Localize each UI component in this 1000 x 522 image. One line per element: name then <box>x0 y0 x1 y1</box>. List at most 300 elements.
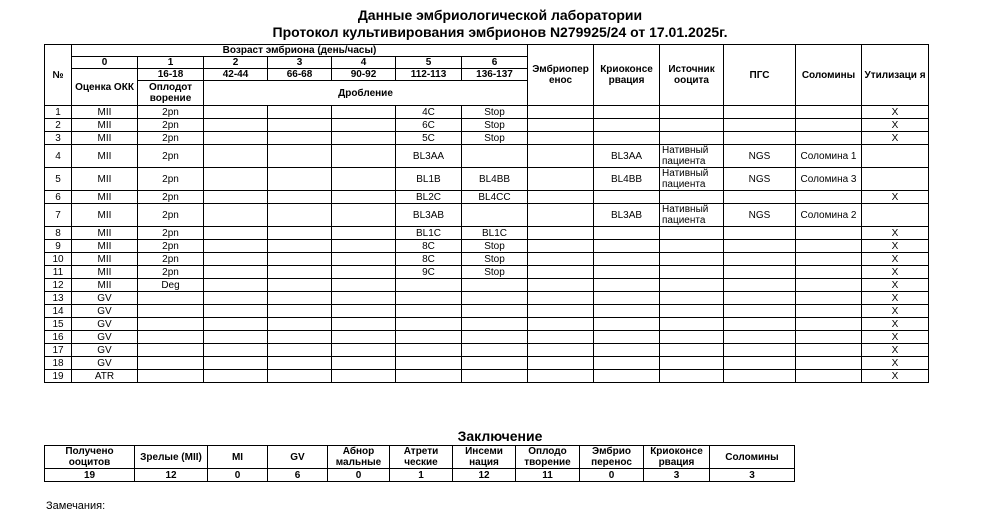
source-cell: Нативный пациента <box>660 168 724 191</box>
day3-cell <box>268 240 332 253</box>
day6-cell <box>462 204 528 227</box>
conclusion-header-mi: MI <box>208 446 268 469</box>
table-row <box>45 119 929 132</box>
straw-cell: Соломина 2 <box>796 204 862 227</box>
day4-cell <box>332 204 396 227</box>
day5-cell: 4C <box>396 106 462 119</box>
disposal-cell: X <box>862 292 929 305</box>
fertilization-cell <box>138 357 204 370</box>
day2-cell <box>204 191 268 204</box>
transfer-cell <box>528 227 594 240</box>
hours-label: 16-18 <box>138 69 204 81</box>
straw-cell <box>796 292 862 305</box>
cryo-cell: BL4BB <box>594 168 660 191</box>
cryo-cell <box>594 318 660 331</box>
hours-label: 136-137 <box>462 69 528 81</box>
conclusion-title: Заключение <box>457 428 543 444</box>
day2-cell <box>204 119 268 132</box>
table-row <box>45 191 929 204</box>
transfer-cell <box>528 168 594 191</box>
disposal-cell: X <box>862 370 929 383</box>
row-number: 15 <box>45 318 72 331</box>
day6-cell <box>462 145 528 168</box>
col-header-source: Источник ооцита <box>660 45 724 106</box>
day6-cell: BL1C <box>462 227 528 240</box>
day3-cell <box>268 344 332 357</box>
row-number: 3 <box>45 132 72 145</box>
row-number: 14 <box>45 305 72 318</box>
pgs-cell <box>724 370 796 383</box>
day2-cell <box>204 305 268 318</box>
source-cell <box>660 292 724 305</box>
okk-cell: MII <box>72 119 138 132</box>
conclusion-header-atretic: Атрети ческие <box>390 446 453 469</box>
table-row <box>45 227 929 240</box>
okk-cell: MII <box>72 132 138 145</box>
day3-cell <box>268 191 332 204</box>
col-header-pgs: ПГС <box>724 45 796 106</box>
day6-cell: BL4BB <box>462 168 528 191</box>
cryo-cell <box>594 370 660 383</box>
day4-cell <box>332 191 396 204</box>
pgs-cell <box>724 331 796 344</box>
row-number: 18 <box>45 357 72 370</box>
day-label: 2 <box>204 57 268 69</box>
day4-cell <box>332 370 396 383</box>
straw-cell <box>796 318 862 331</box>
transfer-cell <box>528 331 594 344</box>
okk-cell: GV <box>72 305 138 318</box>
transfer-cell <box>528 119 594 132</box>
day2-cell <box>204 227 268 240</box>
okk-cell: GV <box>72 344 138 357</box>
conclusion-value: 0 <box>580 469 644 482</box>
notes-label: Замечания: <box>46 500 106 512</box>
conclusion-header-straws: Соломины <box>710 446 795 469</box>
day2-cell <box>204 266 268 279</box>
fertilization-cell: 2pn <box>138 227 204 240</box>
table-row <box>45 132 929 145</box>
conclusion-value: 0 <box>328 469 390 482</box>
transfer-cell <box>528 145 594 168</box>
day5-cell <box>396 279 462 292</box>
straw-cell: Соломина 1 <box>796 145 862 168</box>
okk-cell: MII <box>72 106 138 119</box>
conclusion-header-transfer: Эмбрио перенос <box>580 446 644 469</box>
cryo-cell <box>594 253 660 266</box>
pgs-cell <box>724 266 796 279</box>
source-cell <box>660 370 724 383</box>
cryo-cell <box>594 191 660 204</box>
day6-cell <box>462 305 528 318</box>
cryo-cell <box>594 119 660 132</box>
day4-cell <box>332 357 396 370</box>
day5-cell <box>396 292 462 305</box>
straw-cell <box>796 132 862 145</box>
okk-cell: ATR <box>72 370 138 383</box>
day-label: 3 <box>268 57 332 69</box>
table-row <box>45 305 929 318</box>
day6-cell: Stop <box>462 266 528 279</box>
day6-cell: Stop <box>462 132 528 145</box>
row-number: 9 <box>45 240 72 253</box>
transfer-cell <box>528 132 594 145</box>
cryo-cell <box>594 266 660 279</box>
day-label: 1 <box>138 57 204 69</box>
row-number: 16 <box>45 331 72 344</box>
day4-cell <box>332 292 396 305</box>
pgs-cell <box>724 279 796 292</box>
fertilization-cell: 2pn <box>138 119 204 132</box>
table-row <box>45 204 929 227</box>
day6-cell <box>462 357 528 370</box>
day4-cell <box>332 253 396 266</box>
source-cell <box>660 227 724 240</box>
fertilization-cell <box>138 331 204 344</box>
day5-cell: BL3AA <box>396 145 462 168</box>
cryo-cell <box>594 279 660 292</box>
table-row <box>45 253 929 266</box>
pgs-cell <box>724 253 796 266</box>
day6-cell <box>462 370 528 383</box>
row-number: 17 <box>45 344 72 357</box>
day-label: 6 <box>462 57 528 69</box>
day2-cell <box>204 145 268 168</box>
embryo-rows <box>45 106 929 383</box>
straw-cell <box>796 106 862 119</box>
col-header-cryo: Криоконсе рвация <box>594 45 660 106</box>
row-number: 6 <box>45 191 72 204</box>
day2-cell <box>204 357 268 370</box>
table-row <box>45 292 929 305</box>
cryo-cell <box>594 357 660 370</box>
okk-cell: MII <box>72 204 138 227</box>
disposal-cell: X <box>862 331 929 344</box>
straw-cell: Соломина 3 <box>796 168 862 191</box>
hours-label: 90-92 <box>332 69 396 81</box>
pgs-cell <box>724 318 796 331</box>
day5-cell <box>396 344 462 357</box>
cryo-cell: BL3AA <box>594 145 660 168</box>
fertilization-cell <box>138 318 204 331</box>
source-cell <box>660 305 724 318</box>
col-header-straws: Соломины <box>796 45 862 106</box>
day3-cell <box>268 168 332 191</box>
cryo-cell <box>594 344 660 357</box>
okk-cell: MII <box>72 145 138 168</box>
day5-cell: BL1B <box>396 168 462 191</box>
col-header-cleavage: Дробление <box>204 81 528 106</box>
transfer-cell <box>528 266 594 279</box>
table-row <box>45 240 929 253</box>
pgs-cell <box>724 344 796 357</box>
cryo-cell <box>594 305 660 318</box>
day2-cell <box>204 370 268 383</box>
source-cell <box>660 318 724 331</box>
transfer-cell <box>528 344 594 357</box>
col-header-okk: Оценка ОКК <box>72 69 138 106</box>
fertilization-cell <box>138 305 204 318</box>
cryo-cell <box>594 331 660 344</box>
row-number: 1 <box>45 106 72 119</box>
day4-cell <box>332 266 396 279</box>
transfer-cell <box>528 357 594 370</box>
straw-cell <box>796 357 862 370</box>
conclusion-header-abnormal: Абнор мальные <box>328 446 390 469</box>
conclusion-header-gv: GV <box>268 446 328 469</box>
day5-cell: 5C <box>396 132 462 145</box>
fertilization-cell: Deg <box>138 279 204 292</box>
conclusion-value: 1 <box>390 469 453 482</box>
conclusion-header-insemination: Инсеми нация <box>453 446 516 469</box>
pgs-cell <box>724 119 796 132</box>
okk-cell: MII <box>72 168 138 191</box>
col-header-fertilization: Оплодот ворение <box>138 81 204 106</box>
source-cell: Нативный пациента <box>660 145 724 168</box>
day5-cell: 6C <box>396 119 462 132</box>
disposal-cell: X <box>862 227 929 240</box>
transfer-cell <box>528 191 594 204</box>
day2-cell <box>204 253 268 266</box>
okk-cell: GV <box>72 292 138 305</box>
age-header: Возраст эмбриона (день/часы) <box>72 45 528 57</box>
day3-cell <box>268 106 332 119</box>
day3-cell <box>268 145 332 168</box>
protocol-title: Протокол культивирования эмбрионов N279925/24 от 17.01.2025г. <box>272 24 728 40</box>
okk-cell: GV <box>72 331 138 344</box>
disposal-cell <box>862 145 929 168</box>
col-header-transfer: Эмбриопер енос <box>528 45 594 106</box>
pgs-cell <box>724 191 796 204</box>
row-number: 12 <box>45 279 72 292</box>
transfer-cell <box>528 305 594 318</box>
straw-cell <box>796 240 862 253</box>
day3-cell <box>268 331 332 344</box>
straw-cell <box>796 191 862 204</box>
day2-cell <box>204 279 268 292</box>
source-cell <box>660 357 724 370</box>
day2-cell <box>204 132 268 145</box>
day6-cell <box>462 331 528 344</box>
table-row <box>45 370 929 383</box>
pgs-cell: NGS <box>724 145 796 168</box>
table-row <box>45 357 929 370</box>
disposal-cell <box>862 168 929 191</box>
day2-cell <box>204 240 268 253</box>
row-number: 19 <box>45 370 72 383</box>
day4-cell <box>332 168 396 191</box>
source-cell <box>660 240 724 253</box>
okk-cell: MII <box>72 266 138 279</box>
source-cell <box>660 132 724 145</box>
disposal-cell: X <box>862 132 929 145</box>
disposal-cell: X <box>862 253 929 266</box>
day6-cell <box>462 279 528 292</box>
disposal-cell: X <box>862 266 929 279</box>
transfer-cell <box>528 253 594 266</box>
fertilization-cell <box>138 370 204 383</box>
row-number: 7 <box>45 204 72 227</box>
conclusion-value: 12 <box>453 469 516 482</box>
day3-cell <box>268 279 332 292</box>
straw-cell <box>796 305 862 318</box>
day3-cell <box>268 357 332 370</box>
hours-label: 112-113 <box>396 69 462 81</box>
okk-cell: MII <box>72 191 138 204</box>
day4-cell <box>332 132 396 145</box>
source-cell <box>660 344 724 357</box>
table-row <box>45 106 929 119</box>
table-row <box>45 331 929 344</box>
transfer-cell <box>528 279 594 292</box>
conclusion-value: 12 <box>135 469 208 482</box>
hours-label: 66-68 <box>268 69 332 81</box>
straw-cell <box>796 279 862 292</box>
day5-cell: BL1C <box>396 227 462 240</box>
source-cell <box>660 253 724 266</box>
source-cell <box>660 266 724 279</box>
day-label: 5 <box>396 57 462 69</box>
disposal-cell: X <box>862 318 929 331</box>
day6-cell: BL4CC <box>462 191 528 204</box>
transfer-cell <box>528 204 594 227</box>
pgs-cell <box>724 357 796 370</box>
day3-cell <box>268 305 332 318</box>
day2-cell <box>204 168 268 191</box>
pgs-cell: NGS <box>724 204 796 227</box>
day-label: 4 <box>332 57 396 69</box>
day3-cell <box>268 318 332 331</box>
fertilization-cell <box>138 344 204 357</box>
source-cell <box>660 119 724 132</box>
disposal-cell: X <box>862 240 929 253</box>
day3-cell <box>268 119 332 132</box>
straw-cell <box>796 119 862 132</box>
okk-cell: MII <box>72 227 138 240</box>
day4-cell <box>332 106 396 119</box>
culture-protocol-table <box>44 44 929 383</box>
conclusion-value: 19 <box>45 469 135 482</box>
day2-cell <box>204 331 268 344</box>
day4-cell <box>332 344 396 357</box>
conclusion-header-mature: Зрелые (MII) <box>135 446 208 469</box>
fertilization-cell: 2pn <box>138 145 204 168</box>
col-header-number: № <box>45 45 72 106</box>
day6-cell <box>462 344 528 357</box>
conclusion-value: 3 <box>710 469 795 482</box>
table-row <box>45 279 929 292</box>
hours-label: 42-44 <box>204 69 268 81</box>
source-cell <box>660 191 724 204</box>
table-row <box>45 344 929 357</box>
fertilization-cell: 2pn <box>138 266 204 279</box>
conclusion-header-cryo: Криоконсе рвация <box>644 446 710 469</box>
cryo-cell: BL3AB <box>594 204 660 227</box>
row-number: 13 <box>45 292 72 305</box>
day5-cell <box>396 370 462 383</box>
cryo-cell <box>594 292 660 305</box>
day6-cell: Stop <box>462 106 528 119</box>
disposal-cell: X <box>862 106 929 119</box>
table-row <box>45 168 929 191</box>
straw-cell <box>796 227 862 240</box>
day5-cell <box>396 305 462 318</box>
row-number: 5 <box>45 168 72 191</box>
straw-cell <box>796 370 862 383</box>
disposal-cell <box>862 204 929 227</box>
table-row <box>45 145 929 168</box>
transfer-cell <box>528 318 594 331</box>
day5-cell: 9C <box>396 266 462 279</box>
day6-cell <box>462 318 528 331</box>
day4-cell <box>332 227 396 240</box>
day-label: 0 <box>72 57 138 69</box>
straw-cell <box>796 331 862 344</box>
disposal-cell: X <box>862 119 929 132</box>
fertilization-cell: 2pn <box>138 168 204 191</box>
row-number: 11 <box>45 266 72 279</box>
pgs-cell <box>724 132 796 145</box>
conclusion-value: 11 <box>516 469 580 482</box>
conclusion-value: 0 <box>208 469 268 482</box>
day4-cell <box>332 240 396 253</box>
okk-cell: GV <box>72 357 138 370</box>
straw-cell <box>796 344 862 357</box>
pgs-cell <box>724 106 796 119</box>
day5-cell <box>396 331 462 344</box>
row-number: 4 <box>45 145 72 168</box>
transfer-cell <box>528 370 594 383</box>
okk-cell: MII <box>72 253 138 266</box>
day2-cell <box>204 292 268 305</box>
day5-cell: BL2C <box>396 191 462 204</box>
row-number: 10 <box>45 253 72 266</box>
transfer-cell <box>528 240 594 253</box>
day3-cell <box>268 292 332 305</box>
transfer-cell <box>528 106 594 119</box>
disposal-cell: X <box>862 305 929 318</box>
straw-cell <box>796 253 862 266</box>
source-cell <box>660 331 724 344</box>
day2-cell <box>204 344 268 357</box>
day4-cell <box>332 318 396 331</box>
cryo-cell <box>594 132 660 145</box>
cryo-cell <box>594 227 660 240</box>
pgs-cell <box>724 240 796 253</box>
day4-cell <box>332 145 396 168</box>
day3-cell <box>268 132 332 145</box>
table-row <box>45 266 929 279</box>
okk-cell: GV <box>72 318 138 331</box>
disposal-cell: X <box>862 357 929 370</box>
pgs-cell <box>724 292 796 305</box>
source-cell: Нативный пациента <box>660 204 724 227</box>
day3-cell <box>268 266 332 279</box>
day4-cell <box>332 305 396 318</box>
cryo-cell <box>594 106 660 119</box>
straw-cell <box>796 266 862 279</box>
day3-cell <box>268 204 332 227</box>
conclusion-header-received: Получено ооцитов <box>45 446 135 469</box>
day3-cell <box>268 227 332 240</box>
pgs-cell <box>724 227 796 240</box>
fertilization-cell: 2pn <box>138 253 204 266</box>
disposal-cell: X <box>862 279 929 292</box>
col-header-disposal: Утилизаци я <box>862 45 929 106</box>
day2-cell <box>204 106 268 119</box>
conclusion-value: 6 <box>268 469 328 482</box>
source-cell <box>660 279 724 292</box>
